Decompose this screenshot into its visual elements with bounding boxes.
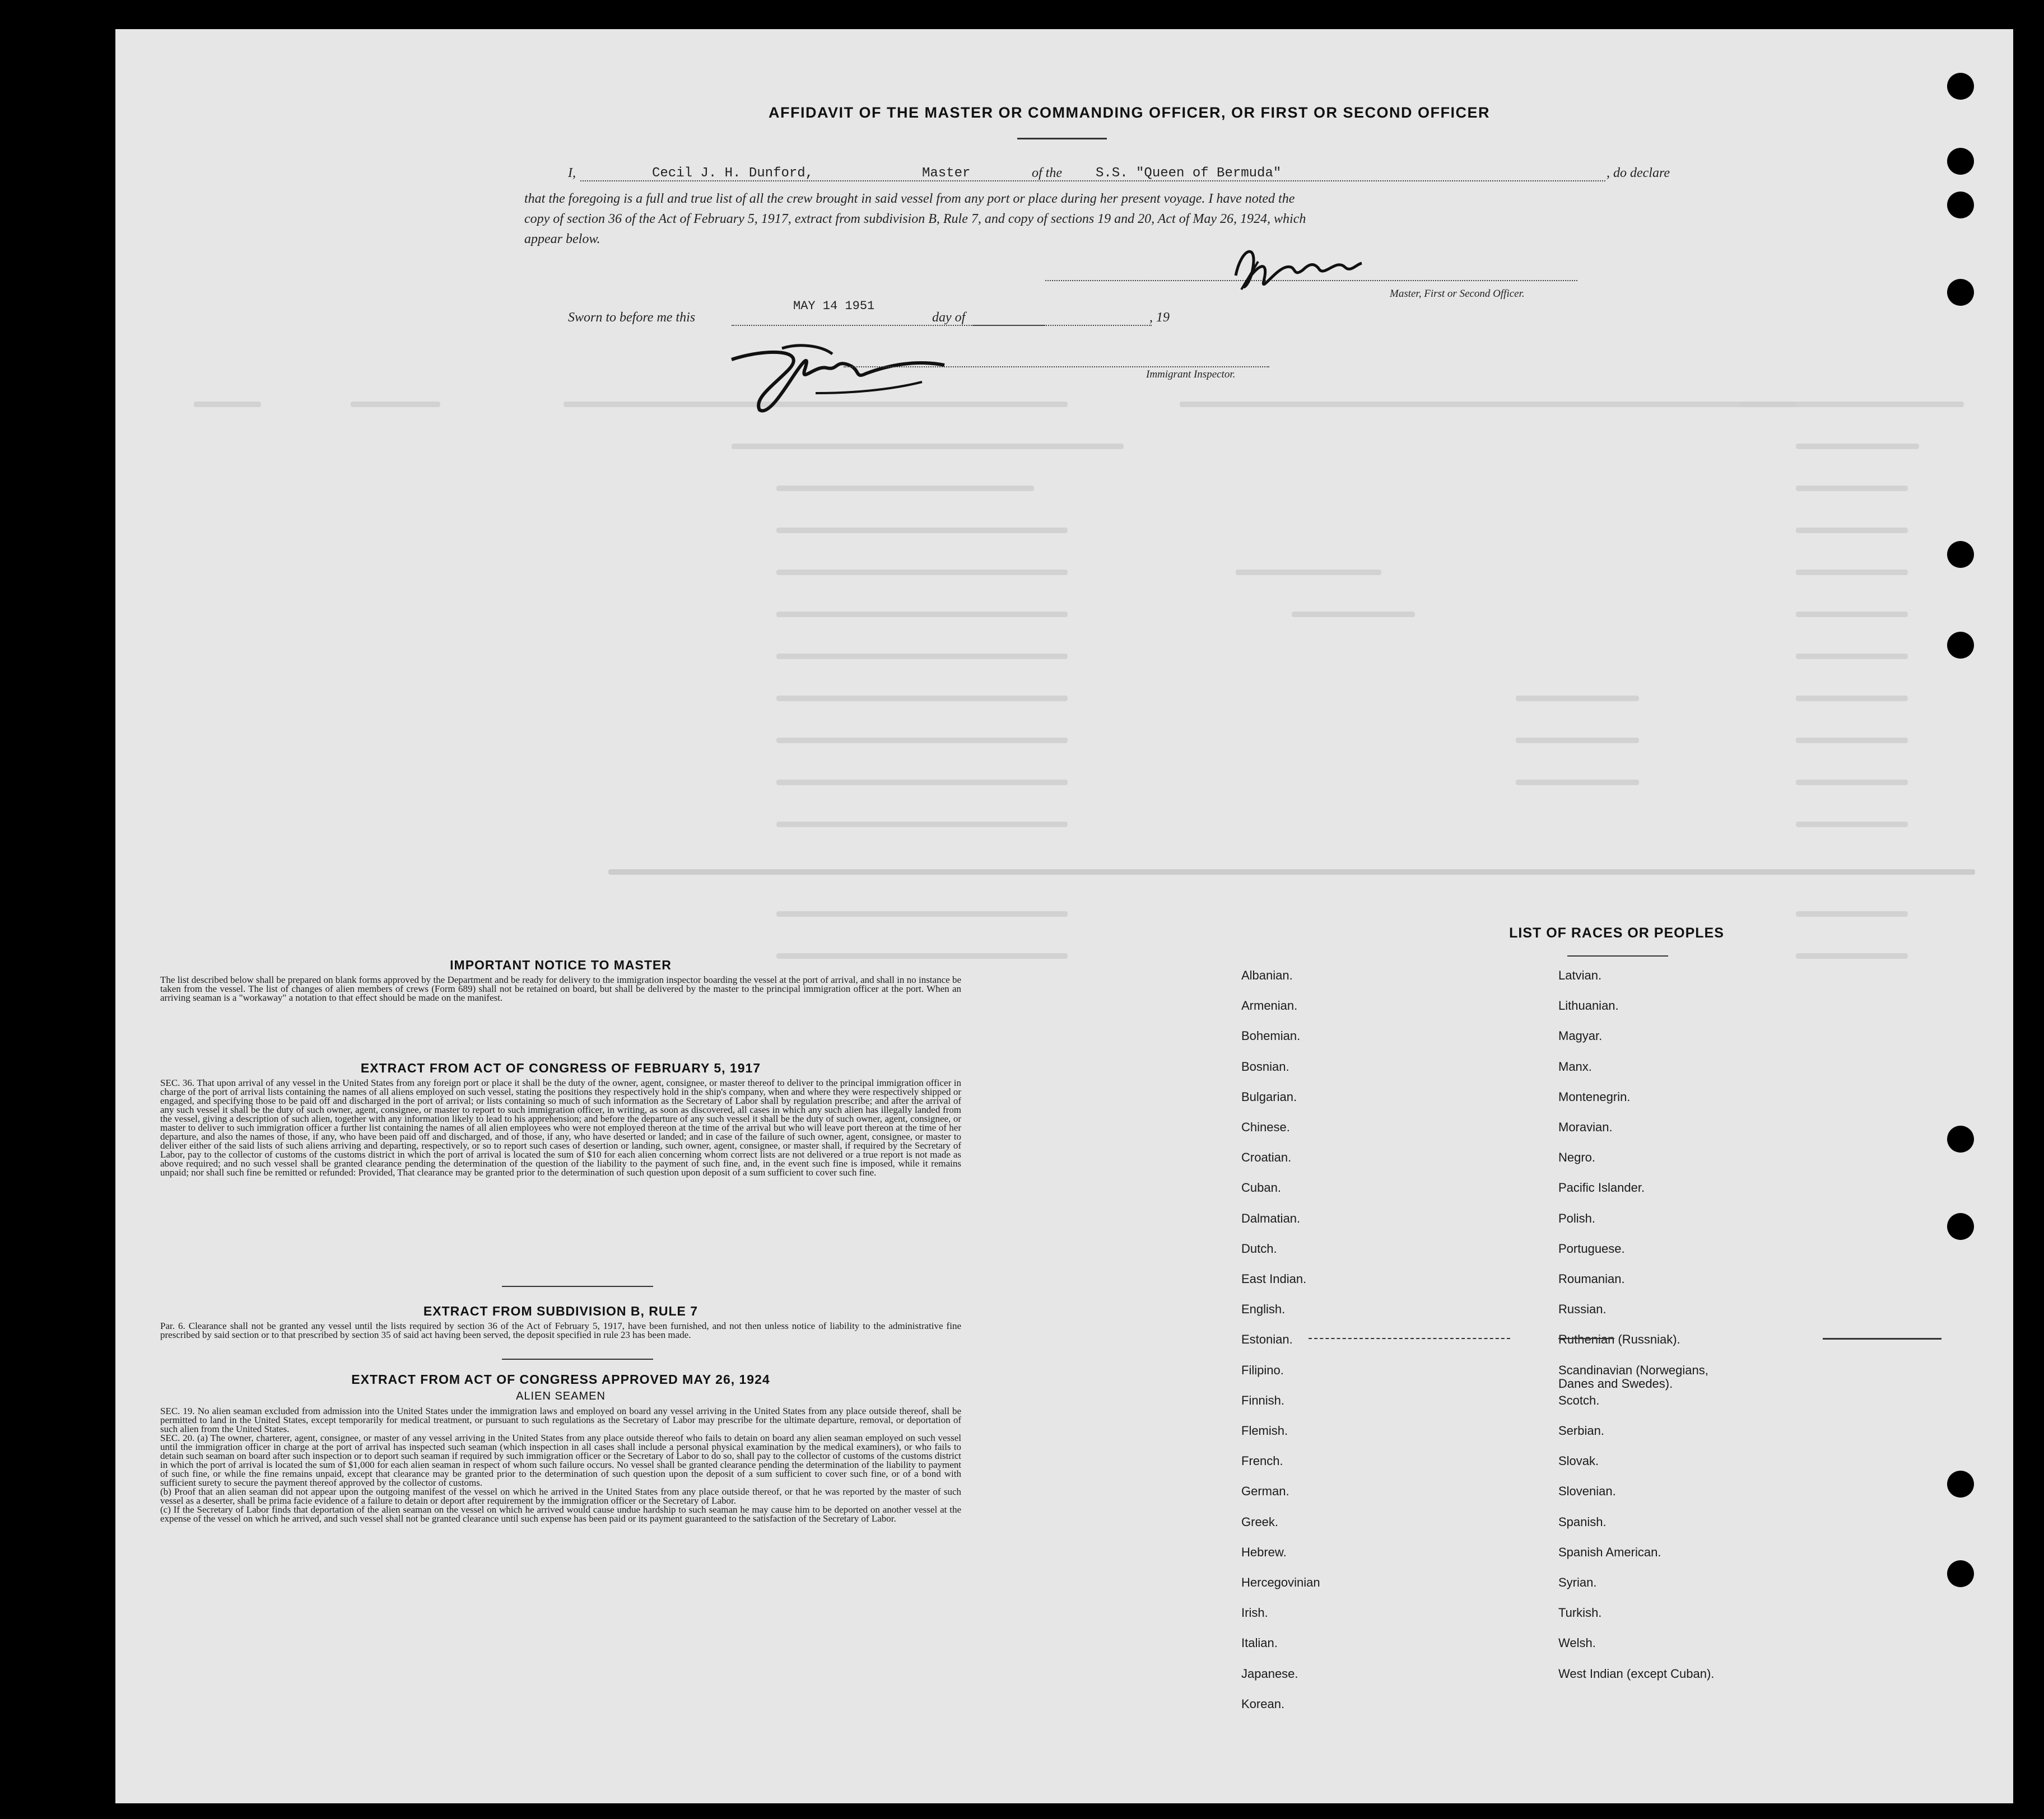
race-item: Negro. — [1558, 1150, 1596, 1165]
races-heading: LIST OF RACES OR PEOPLES — [1509, 925, 1724, 941]
rule-7-text: Par. 6. Clearance shall not be granted any vessel until the lists required by section 36 of the Act of February 5, 1917, have been furnished, and not then unless notice of liability to the administrative fine prescribed by said section or to that prescribed by section 35 of said act having been served, the deposit specified in rule 23 has been made. — [160, 1321, 961, 1340]
inspector-caption: Immigrant Inspector. — [1146, 369, 1236, 380]
divider-rule-7 — [502, 1359, 653, 1360]
race-item: Dalmatian. — [1241, 1211, 1301, 1225]
act-1924-text: SEC. 19. No alien seaman excluded from admission into the United States under the immigration laws and employed on board any vessel arriving in the United States from any place outside thereof, shall be permitted to land in the United States, except temporarily for medical treatment, or pursuant to such regulations as the Secretary of Labor may prescribe for the ultimate departure, removal, or deportation of such alien from the United States. SEC. 20. (a) The owner, charterer, agent, consignee, or master of any vessel arriving in the United States from any place outside thereof who fails to detain on board any alien seaman employed on such vessel until the immigration officer in charge at the port of arrival has inspected such seaman (which inspection in all cases shall include a personal physical examination by the medical examiners), or who fails to detain such seaman on board after such inspection or to deport such seaman if required by such immigration officer or the Secretary of Labor to do so, shall pay to the collector of customs of the customs district in which the port of arrival is located the sum of $1,000 for each alien seaman in respect of whom such failure occurs. No vessel shall be granted clearance pending the determination of the liability to payment of such fine, or while the fine remains unpaid, except that clearance may be granted prior to the determination of such question upon the deposit of a sum sufficient to cover such fine, or of a bond with sufficient surety to secure the payment thereof approved by the collector of customs. (b) Proof that an alien seaman did not appear upon the outgoing manifest of the vessel on which he arrived in the United States from any place outside thereof, or that he was reported by the master of such vessel as a deserter, shall be prima facie evidence of a failure to detain or deport after requirement by the immigration officer or the Secretary of Labor. (c) If the Secretary of Labor finds that deportation of the alien seaman on the vessel on which he arrived would cause undue hardship to such seaman he may cause him to be deported on another vessel at the expense of the vessel on which he arrived, and such vessel shall not be granted clearance until such expense has been paid or its payment guaranteed to the satisfaction of the Secretary of Labor. — [160, 1406, 961, 1524]
race-item: Serbian. — [1558, 1424, 1604, 1438]
race-item: Manx. — [1558, 1059, 1592, 1074]
declaration-line-3: copy of section 36 of the Act of February 5, 1917, extract from subdivision B, Rule 7, and copy of sections 19 and 20, Act of May 26, 1924, which — [524, 212, 1306, 226]
punch-hole — [1947, 1213, 1974, 1240]
race-item: Slovenian. — [1558, 1484, 1616, 1499]
declaration-line-4: appear below. — [524, 232, 600, 246]
race-item: Syrian. — [1558, 1575, 1597, 1589]
race-item: Spanish American. — [1558, 1545, 1661, 1559]
declaration-line-2: that the foregoing is a full and true list of all the crew brought in said vessel from any port or place during her present voyage. I have noted the — [524, 192, 1295, 206]
race-item: Bulgarian. — [1241, 1089, 1297, 1104]
race-item: Greek. — [1241, 1514, 1279, 1529]
race-item: Filipino. — [1241, 1363, 1284, 1377]
race-item: Albanian. — [1241, 968, 1293, 982]
inspector-signature-line — [844, 366, 1269, 367]
race-item: Japanese. — [1241, 1666, 1298, 1681]
race-item: Hebrew. — [1241, 1545, 1287, 1559]
punch-hole — [1947, 1560, 1974, 1587]
race-item: Hercegovinian — [1241, 1575, 1320, 1589]
act-1924-subheading: ALIEN SEAMEN — [516, 1390, 606, 1402]
race-item: Ruthenian (Russniak). — [1558, 1332, 1680, 1347]
master-signature — [1224, 236, 1370, 304]
race-item: Flemish. — [1241, 1424, 1288, 1438]
race-item: Latvian. — [1558, 968, 1602, 982]
day-of-label: day of — [932, 310, 966, 325]
year-label: , 19 — [1149, 310, 1170, 325]
date-stamp: MAY 14 1951 — [793, 299, 875, 313]
race-item: Moravian. — [1558, 1120, 1613, 1134]
notice-text: The list described below shall be prepared on blank forms approved by the Department and be ready for delivery to the immigration inspector boarding the vessel at the port of arrival, and shall in no instance be taken from the vessel. The list of changes of alien members of crews (Form 689) shall not be retained on board, but shall be delivered by the master to the principal immigration officer at the port. When an arriving seaman is a "workaway" a notation to that effect should be made on the manifest. — [160, 974, 961, 1003]
race-item: Chinese. — [1241, 1120, 1290, 1134]
race-item: West Indian (except Cuban). — [1558, 1666, 1715, 1681]
race-item: Polish. — [1558, 1211, 1596, 1225]
strike-mark — [1309, 1338, 1510, 1339]
master-name: Cecil J. H. Dunford, — [652, 166, 814, 181]
punch-hole — [1947, 73, 1974, 100]
title-divider — [1017, 138, 1107, 139]
race-item: Magyar. — [1558, 1029, 1603, 1043]
race-item: French. — [1241, 1454, 1283, 1468]
race-item: Scandinavian (Norwegians, Danes and Swedes). — [1558, 1363, 1708, 1391]
race-item: Korean. — [1241, 1696, 1285, 1711]
race-item: Bohemian. — [1241, 1029, 1301, 1043]
race-item: Slovak. — [1558, 1454, 1599, 1468]
race-item: Irish. — [1241, 1606, 1268, 1620]
race-item: Scotch. — [1558, 1393, 1600, 1407]
inspector-signature — [720, 326, 956, 421]
race-item: Montenegrin. — [1558, 1089, 1631, 1104]
punch-hole — [1947, 541, 1974, 568]
race-item: Bosnian. — [1241, 1059, 1289, 1074]
sworn-label: Sworn to before me this — [568, 310, 696, 325]
divider-1917 — [502, 1286, 653, 1287]
punch-hole — [1947, 1126, 1974, 1153]
race-item: Spanish. — [1558, 1514, 1607, 1529]
vessel-name: S.S. "Queen of Bermuda" — [1096, 166, 1282, 181]
rule-7-heading: EXTRACT FROM SUBDIVISION B, RULE 7 — [423, 1304, 699, 1318]
race-item: Estonian. — [1241, 1332, 1293, 1347]
punch-hole — [1947, 1471, 1974, 1498]
strike-mark — [1823, 1338, 1941, 1340]
act-1917-text: SEC. 36. That upon arrival of any vessel in the United States from any foreign port or place it shall be the duty of the owner, agent, consignee, or master thereof to deliver to the principal immigration officer in charge of the port of arrival lists containing the names of all aliens employed on such vessel, stating the positions they respectively hold in the ship's company, when and where they were respectively shipped or engaged, and specifying those to be paid off and discharged in the port of arrival; or lists containing so much of such information as the Secretary of Labor shall by regulation prescribe; and after the arrival of any such vessel it shall be the duty of such owner, agent, consignee, or master to report to such immigration officer, in writing, as soon as discovered, all cases in which any such alien has illegally landed from the vessel, giving a description of such alien, together with any information likely to lead to his apprehension; and before the departure of any such vessel it shall be the duty of such owner, agent, consignee, or master to deliver to such immigration officer a further list containing the names of all alien employees who were not employed thereon at the time of the arrival but who will leave port thereon at the time of her departure, and also the names of those, if any, who have been paid off and discharged, and of those, if any, who have deserted or landed; and in case of the failure of such owner, agent, consignee, or master to deliver either of the said lists of such aliens arriving and departing, respectively, or so to report such cases of desertion or landing, such owner, agent, consignee, or master shall, if required by the Secretary of Labor, pay to the collector of customs of the customs district in which the port of arrival is located the sum of $10 for each alien concerning whom correct lists are not delivered or a true report is not made as above required; and no such vessel shall be granted clearance pending the determination of the question of the liability to the payment of such fine, and, in the event such fine is imposed, while it remains unpaid; nor shall such fine be remitted or refunded: Provided, That clearance may be granted prior to the determination of such question upon deposit of a sum sufficient to cover such fine. — [160, 1078, 961, 1178]
day-of-blank-line — [972, 325, 1152, 326]
punch-hole — [1947, 148, 1974, 175]
race-item: Croatian. — [1241, 1150, 1292, 1165]
race-item: East Indian. — [1241, 1272, 1307, 1286]
race-item: Pacific Islander. — [1558, 1181, 1645, 1195]
notice-heading: IMPORTANT NOTICE TO MASTER — [450, 958, 672, 972]
race-item: Russian. — [1558, 1302, 1607, 1317]
race-item: Armenian. — [1241, 999, 1298, 1013]
race-item: Cuban. — [1241, 1181, 1281, 1195]
races-divider — [1567, 955, 1668, 957]
race-item: Portuguese. — [1558, 1241, 1625, 1256]
do-declare-label: , do declare — [1607, 166, 1670, 180]
race-item: Dutch. — [1241, 1241, 1277, 1256]
i-label: I, — [568, 166, 576, 180]
of-the-label: of the — [1032, 166, 1062, 180]
act-1917-heading: EXTRACT FROM ACT OF CONGRESS OF FEBRUARY 5, 1917 — [360, 1061, 761, 1075]
race-item: Turkish. — [1558, 1606, 1602, 1620]
race-item: Italian. — [1241, 1636, 1278, 1650]
punch-hole — [1947, 632, 1974, 659]
race-item: German. — [1241, 1484, 1289, 1499]
act-1924-heading: EXTRACT FROM ACT OF CONGRESS APPROVED MAY 26, 1924 — [351, 1372, 770, 1387]
rank-value: Master — [922, 166, 971, 181]
punch-hole — [1947, 279, 1974, 306]
master-signature-caption: Master, First or Second Officer. — [1390, 288, 1525, 300]
document-page — [115, 29, 2013, 1803]
race-item: Lithuanian. — [1558, 999, 1619, 1013]
race-item: Finnish. — [1241, 1393, 1285, 1407]
race-item: Welsh. — [1558, 1636, 1596, 1650]
affidavit-title: AFFIDAVIT OF THE MASTER OR COMMANDING OFFICER, OR FIRST OR SECOND OFFICER — [769, 104, 1490, 121]
punch-hole — [1947, 192, 1974, 218]
strike-mark — [1558, 1338, 1614, 1339]
race-item: Roumanian. — [1558, 1272, 1625, 1286]
race-item: English. — [1241, 1302, 1286, 1317]
